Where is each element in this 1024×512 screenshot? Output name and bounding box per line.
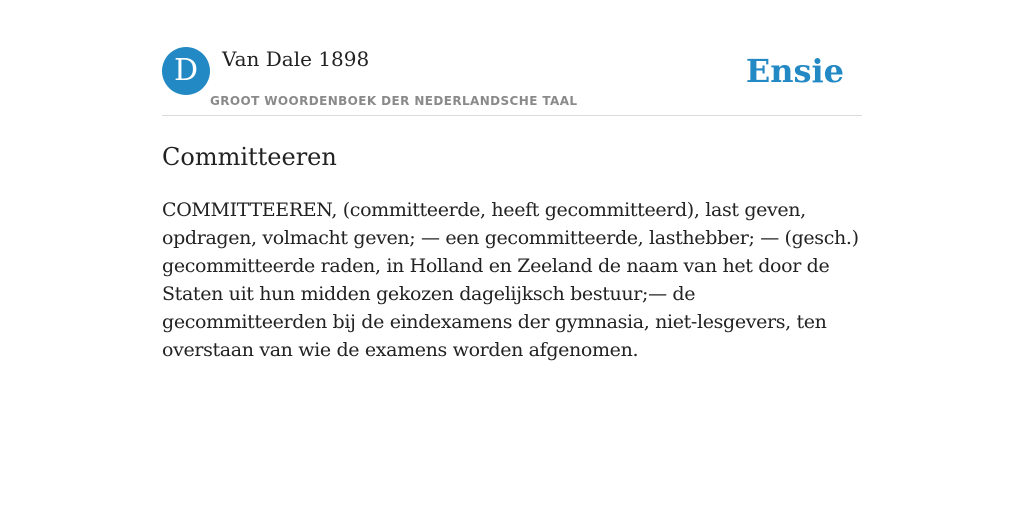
header <box>162 47 862 116</box>
entry-word-title: Committeeren <box>162 143 337 171</box>
dictionary-logo-icon: D <box>162 47 210 95</box>
ensie-brand-link[interactable]: Ensie <box>745 52 844 90</box>
page <box>162 0 862 364</box>
entry-definition: COMMITTEEREN, (committeerde, heeft gecommitteerd), last geven, opdragen, volmacht geven; — een gecommitteerde, lasthebber; — (gesch.) gecommitteerde raden, in Holland en Zeeland de naam van het door de Staten uit hun midden gekozen dagelijksch bestuur;— de gecommitteerden bij de eindexamens der gymnasia, niet-lesgevers, ten overstaan van wie de examens worden afgenomen. <box>162 199 859 361</box>
dictionary-subtitle: GROOT WOORDENBOEK DER NEDERLANDSCHE TAAL <box>210 94 578 108</box>
dictionary-title: Van Dale 1898 <box>222 47 370 71</box>
